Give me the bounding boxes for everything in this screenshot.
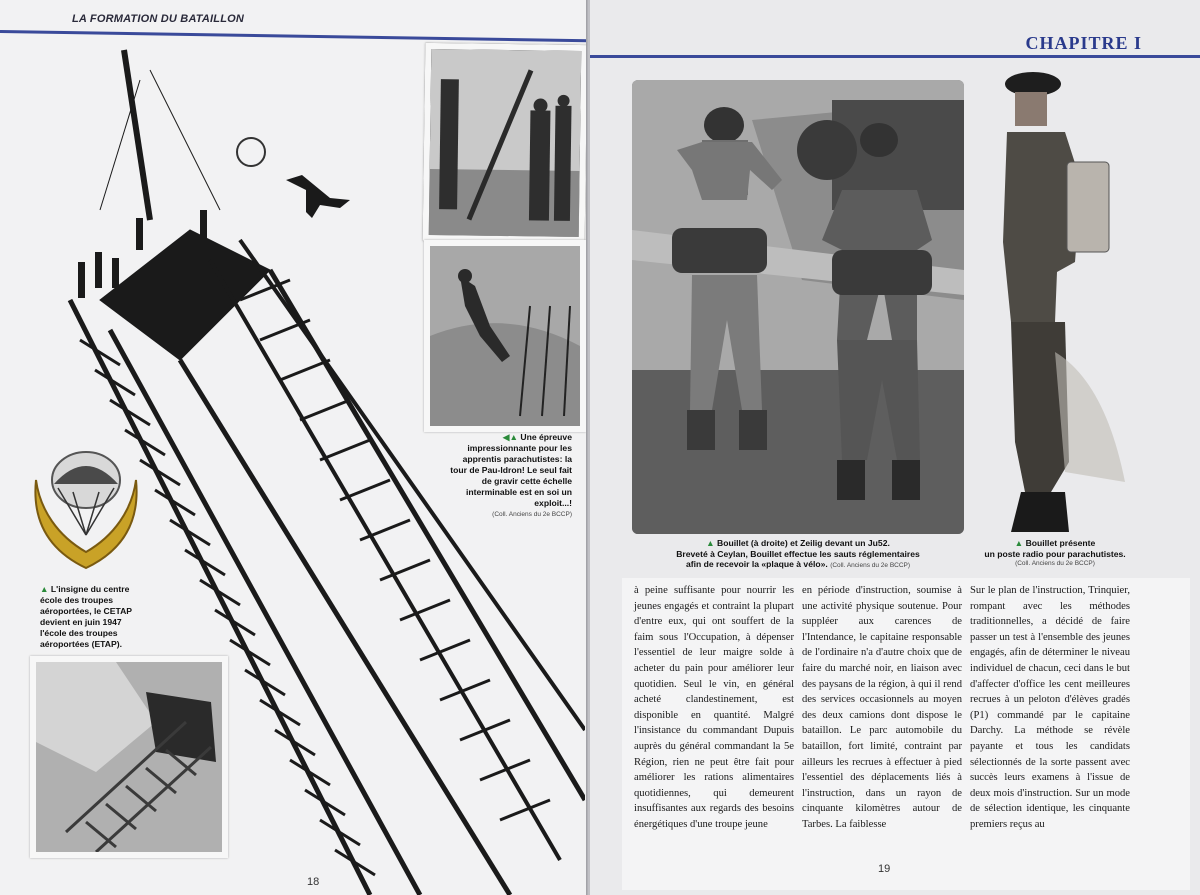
photo-radio-soldier — [985, 62, 1125, 540]
photo-jumper-hanging — [424, 240, 586, 432]
caption-main-line3 — [630, 559, 966, 572]
caption-main-photo — [630, 538, 966, 572]
caption-main-line1 — [630, 538, 966, 549]
caption-insignia-text: L'insigne du centre école des troupes aéroportées, le CETAP devient en juin 1947 l'école des troupes aéroportées (ETAP). — [40, 584, 132, 649]
caption-tower-text: Une épreuve impressionnante pour les apprentis parachutistes: la tour de Pau-Idron! Le seul fait de gravir cette échelle interminable est en soi un exploit...! — [450, 432, 572, 508]
left-page — [0, 0, 588, 895]
caption-radio-line1-text: Bouillet présente — [1025, 538, 1096, 548]
caption-marker: ▲ — [40, 584, 49, 594]
caption-tower — [445, 432, 572, 520]
running-header: LA FORMATION DU BATAILLON — [72, 13, 245, 25]
caption-radio — [975, 538, 1135, 570]
page-number-right: 19 — [878, 863, 891, 875]
photo-paratroopers-group — [423, 43, 588, 243]
caption-marker: ◀▲ — [502, 432, 519, 442]
caption-radio-line1 — [975, 538, 1135, 549]
caption-insignia — [40, 584, 150, 650]
header-rule — [590, 55, 1200, 58]
caption-radio-line2: un poste radio pour parachutistes. — [984, 548, 1126, 559]
caption-tower-credit: (Coll. Anciens du 2e BCCP) — [492, 511, 572, 518]
caption-main-credit: (Coll. Anciens du 2e BCCP) — [830, 562, 911, 569]
text-column-2 — [802, 583, 962, 833]
column-1-text: à peine suffisante pour nourrir les jeunes engagés et contraint la plupart d'entre eux, qui ont souffert de la faim sous l'Occupation, à dépenser l'essentiel de leur maigre solde à acheter du pain pour améliorer leur quotidien. Seul le vin, en général acheté clandestinement, est disponible en quantité. Malgré l'insistance du commandant Dupuis auprès du général commandant la 5e Région, rien ne peut être fait pour améliorer les rations alimentaires quotidiennes, qui demeurent insuffisantes aux regards des besoins énergétiques d'une troupe jeune — [634, 585, 794, 830]
photo-tower-interior — [30, 656, 228, 858]
caption-marker: ▲ — [706, 538, 715, 548]
text-column-3 — [970, 583, 1130, 833]
column-2-text: en période d'instruction, soumise à une activité physique soutenue. Pour suppléer aux carences de l'Intendance, le capitaine responsable de l'ordinaire n'a d'autre choix que de faire du marché noir, en liaison avec des paysans de la région, à qui il rend des services occasionnels au moyen des deux camions dont dispose le bataillon. Le parc automobile du bataillon, fort limité, contraint par ailleurs les recrues à effectuer à pied l'essentiel des déplacements liés à l'instruction, dans un rayon de cinquante kilomètres autour de Tarbes. La faiblesse — [802, 585, 962, 830]
chapter-title: CHAPITRE I — [1025, 33, 1142, 53]
right-page — [590, 0, 1200, 895]
photo-bouillet-zeilig — [632, 80, 964, 534]
text-column-1 — [634, 583, 794, 833]
caption-main-line1-text: Bouillet (à droite) et Zeilig devant un Ju52. — [717, 538, 890, 548]
caption-main-line3-text: afin de recevoir la «plaque à vélo». — [685, 559, 828, 569]
column-3-text: Sur le plan de l'instruction, Trinquier, rompant avec les méthodes traditionnelles, a décidé de faire passer un test à l'ensemble des jeunes engagés, afin de déterminer le niveau individuel de chacun, ceci dans le but d'affecter d'office les cent meilleures recrues à un peloton d'élèves gradés (P1) commandé par le capitaine Darchy. La méthode se révèle payante et tous les candidats sélectionnés de la sorte passent avec succès leurs examens à l'issue de deux mois d'instruction. Sur un mode de sélection identique, les cinquante premiers reçus au — [970, 585, 1130, 830]
page-number-left: 18 — [307, 876, 320, 888]
caption-radio-credit: (Coll. Anciens du 2e BCCP) — [1015, 560, 1095, 567]
caption-marker: ▲ — [1014, 538, 1024, 548]
caption-main-line2: Breveté à Ceylan, Bouillet effectue les sauts réglementaires — [676, 548, 920, 559]
etap-insignia — [28, 440, 144, 576]
